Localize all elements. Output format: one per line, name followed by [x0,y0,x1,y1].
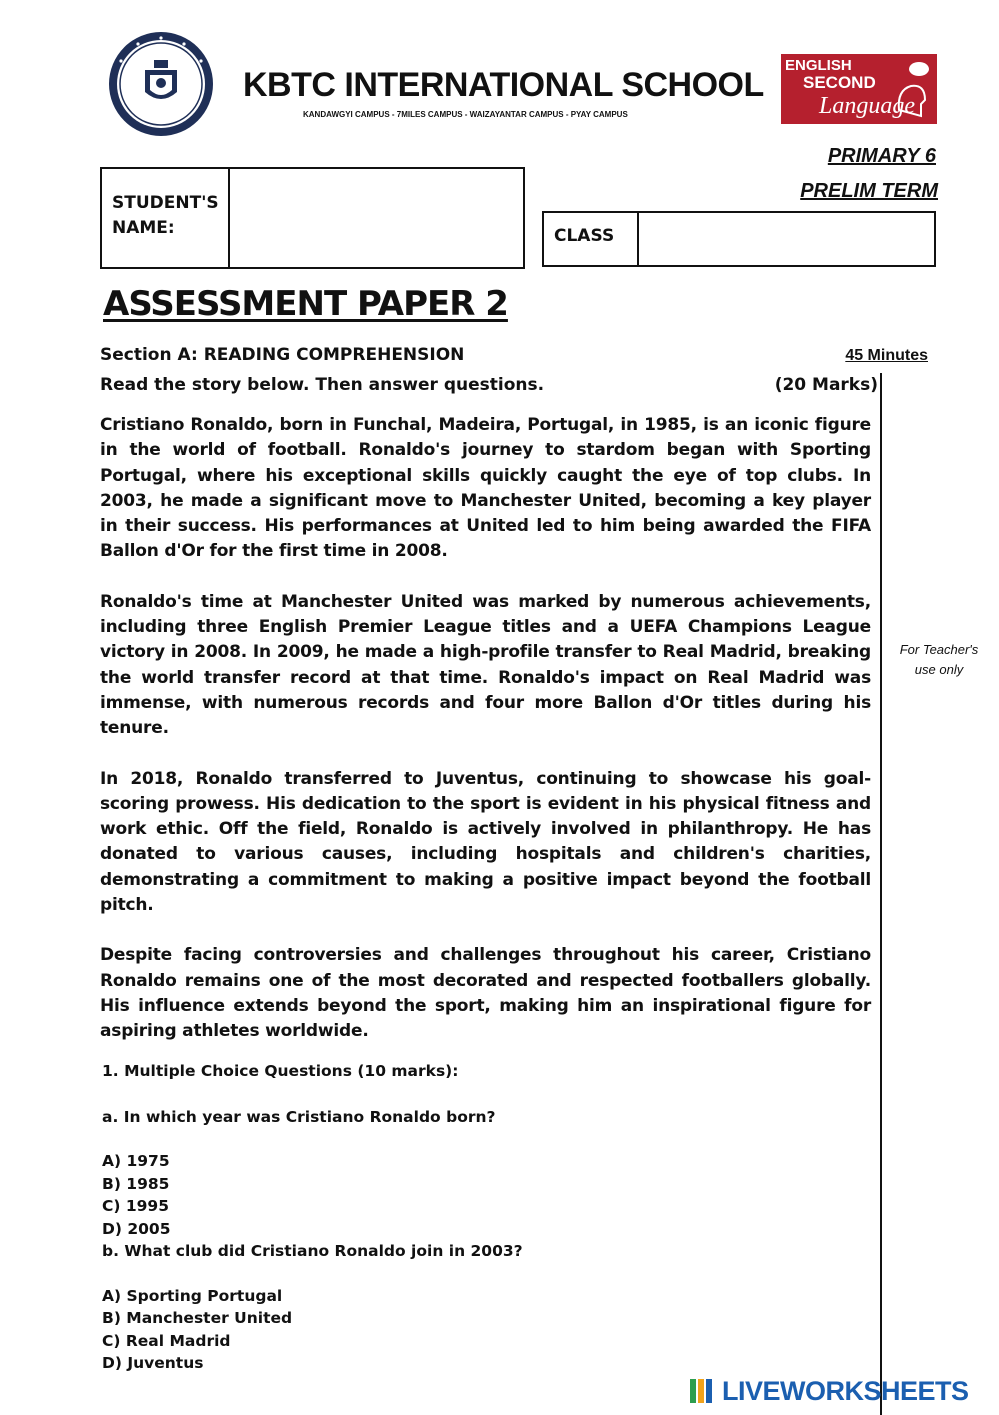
question-block [102,1060,862,1375]
paper-title: ASSESSMENT PAPER 2 [103,284,508,324]
marks-label: (20 Marks) [774,375,878,395]
class-box [542,211,936,267]
esl-logo-line1: ENGLISH [785,57,852,74]
campus-list: KANDAWGYI CAMPUS - 7MILES CAMPUS - WAIZAYANTAR CAMPUS - PYAY CAMPUS [303,110,628,119]
liveworksheets-watermark [690,1376,990,1406]
school-name: KBTC INTERNATIONAL SCHOOL [243,66,764,104]
school-seal-logo [107,30,215,138]
answer-option[interactable]: A) 1975 [102,1152,170,1170]
answer-option[interactable]: C) 1995 [102,1197,169,1215]
esl-logo-line2: SECOND [803,73,876,92]
question-text: a. In which year was Cristiano Ronaldo born? [102,1107,496,1126]
section-title: Section A: READING COMPREHENSION [100,345,465,365]
questions-heading: 1. Multiple Choice Questions (10 marks): [102,1062,459,1080]
liveworksheets-logo-icon [690,1379,716,1403]
margin-divider [880,373,882,1415]
passage-paragraph: In 2018, Ronaldo transferred to Juventus, continuing to showcase his goal-scoring prowess. His dedication to the sport is evident in his physical fitness and work ethic. Off the field, Ronaldo is actively involved in philanthropy. He has donated to various causes, including hospitals and children's charities, demonstrating a commitment to making a positive impact beyond the football pitch. [100,768,871,916]
student-name-box [100,167,525,269]
answer-option[interactable]: C) Real Madrid [102,1331,231,1350]
class-field[interactable] [639,213,934,265]
answer-option[interactable]: B) Manchester United [102,1309,293,1327]
class-label: CLASS [554,226,615,246]
question-text: b. What club did Cristiano Ronaldo join in 2003? [102,1242,523,1260]
instruction-text: Read the story below. Then answer questions. [100,375,545,395]
answer-option[interactable]: D) Juventus [102,1354,204,1372]
grade-label: PRIMARY 6 [827,145,936,167]
esl-logo-line3: Language [819,93,915,119]
student-name-label: STUDENT'S NAME: [112,193,219,238]
speech-heads-icon [893,60,933,118]
term-label: PRELIM TERM [800,180,938,202]
passage-paragraph: Despite facing controversies and challenges throughout his career, Cristiano Ronaldo remains one of the most decorated and respected footballers globally. His influence extends beyond the sport, making him an inspirational figure for aspiring athletes worldwide. [100,945,871,1042]
seal-text [0,0,1,1]
reading-passage [100,413,871,1070]
passage-paragraph: Cristiano Ronaldo, born in Funchal, Madeira, Portugal, in 1985, is an iconic figure in the world of football. Ronaldo's journey to stardom began with Sporting Portugal, where his exceptional skills quickly caught the eye of top clubs. In 2003, he made a significant move to Manchester United, becoming a key player in their success. His performances at United led to him being awarded the FIFA Ballon d'Or for the first time in 2008. [100,415,871,562]
teacher-use-note: For Teacher's use only [899,642,979,677]
answer-option[interactable]: D) 2005 [102,1219,171,1238]
student-name-field[interactable] [230,169,523,267]
answer-option[interactable]: B) 1985 [102,1174,170,1193]
passage-paragraph: Ronaldo's time at Manchester United was marked by numerous achievements, including three English Premier League titles and a UEFA Champions League victory in 2008. In 2009, he made a high-profile transfer to Real Madrid, breaking the world transfer record at that time. Ronaldo's impact on Real Madrid was immense, with numerous records and four more Ballon d'Or titles during his tenure. [100,591,871,739]
liveworksheets-text: LIVEWORKSHEETS [722,1376,969,1406]
answer-option[interactable]: A) Sporting Portugal [102,1286,283,1305]
duration-label: 45 Minutes [845,347,928,364]
esl-logo [781,54,937,124]
